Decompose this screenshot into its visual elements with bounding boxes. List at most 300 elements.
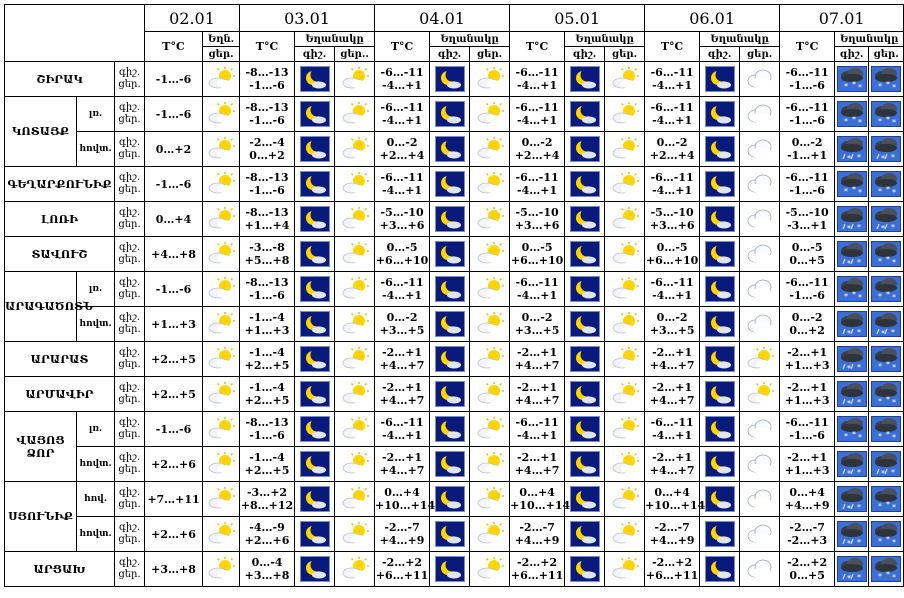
temperature-cell — [240, 202, 295, 237]
partly-sunny-icon — [340, 521, 370, 547]
moon-icon — [705, 451, 735, 477]
weather-cell — [470, 482, 510, 517]
temperature-value: 0…-2 — [791, 136, 823, 149]
temperature-value: 0…-5 — [791, 241, 823, 254]
day-header: ցեր. — [470, 47, 510, 62]
svg-text:*: * — [878, 117, 883, 126]
day-label: ցեր. — [118, 254, 141, 265]
weather-cell — [295, 167, 335, 202]
weather-header: Եղանակը — [295, 32, 375, 47]
temperature-value: +7…+11 — [147, 492, 200, 506]
temperature-cell — [645, 97, 700, 132]
weather-cell — [740, 377, 780, 412]
weather-cell — [335, 377, 375, 412]
svg-text:*: * — [891, 153, 896, 162]
weather-cell — [295, 237, 335, 272]
weather-cell — [470, 202, 510, 237]
temperature-value: -1…-6 — [789, 289, 825, 302]
temperature-value: -6…-11 — [515, 101, 559, 114]
moon-icon — [435, 66, 465, 92]
weather-cell — [565, 412, 605, 447]
temperature-value: +1…+3 — [244, 324, 290, 337]
partly-sunny-icon — [610, 486, 640, 512]
sub-region: հովտ. — [77, 132, 115, 167]
temperature-value: +3…+6 — [379, 219, 425, 232]
svg-text:*: * — [891, 328, 896, 337]
sub-region: հովտ. — [77, 447, 115, 482]
temperature-cell — [780, 167, 835, 202]
weather-cell — [335, 62, 375, 97]
weather-cell — [430, 202, 470, 237]
time-of-day — [115, 272, 145, 307]
temperature-value: 0…+2 — [789, 324, 825, 337]
temperature-value: -4…+1 — [517, 184, 558, 197]
temperature-value: -4…+1 — [382, 184, 423, 197]
day-label: ցեր. — [118, 114, 141, 125]
weather-cell — [335, 412, 375, 447]
partly-sunny-icon — [206, 241, 236, 267]
date-header: 02.01 — [145, 5, 240, 32]
time-of-day — [115, 447, 145, 482]
svg-text:*: * — [892, 258, 897, 267]
weather-cell — [700, 272, 740, 307]
moon-icon — [300, 416, 330, 442]
temperature-value: +2…+5 — [244, 394, 290, 407]
time-of-day — [115, 62, 145, 97]
temperature-value: +10…+14 — [510, 499, 571, 512]
temperature-value: -2…+3 — [787, 534, 828, 547]
partly-sunny-icon — [206, 416, 236, 442]
weather-cell — [430, 517, 470, 552]
temperature-value: -1…-4 — [249, 311, 285, 324]
weather-cell — [835, 482, 869, 517]
moon-icon — [300, 521, 330, 547]
weather-cell — [295, 132, 335, 167]
partly-sunny-icon — [206, 556, 236, 582]
temperature-value: 0…+5 — [789, 254, 825, 267]
day-header: ցեր. — [605, 47, 645, 62]
night-label: գիշ. — [118, 382, 141, 393]
temperature-value: +1…+3 — [151, 317, 196, 331]
partly-sunny-icon — [340, 346, 370, 372]
temperature-cell — [375, 202, 430, 237]
partly-sunny-icon — [475, 136, 505, 162]
svg-text:*: * — [857, 188, 862, 197]
partly-sunny-icon — [475, 101, 505, 127]
temperature-cell — [510, 167, 565, 202]
moon-icon — [705, 66, 735, 92]
temperature-value: -4…+1 — [382, 114, 423, 127]
temperature-value: -4…+1 — [517, 79, 558, 92]
temperature-value: +4…+9 — [514, 534, 560, 547]
svg-text:*: * — [851, 115, 856, 124]
partly-sunny-icon — [475, 451, 505, 477]
svg-text:*: * — [886, 80, 891, 89]
moon-icon — [300, 206, 330, 232]
temperature-value: -4…+1 — [652, 79, 693, 92]
weather-cell — [565, 307, 605, 342]
region-name: ԱՐԱԳԱԾՈՏՆ — [5, 272, 77, 342]
svg-text:*: * — [851, 80, 856, 89]
weather-cell — [740, 167, 780, 202]
weather-cell — [700, 412, 740, 447]
temperature-value: -1…-6 — [789, 429, 825, 442]
snow-cloud-icon — [837, 276, 867, 302]
temperature-value: +4…+7 — [514, 464, 560, 477]
temperature-value: -5…-10 — [380, 206, 424, 219]
temperature-cell — [375, 447, 430, 482]
temperature-cell — [510, 412, 565, 447]
moon-icon — [705, 171, 735, 197]
partly-sunny-icon — [206, 66, 236, 92]
temperature-value: +10…+14 — [645, 499, 706, 512]
weather-cell — [700, 202, 740, 237]
temperature-cell — [145, 272, 203, 307]
temperature-value: -1…-6 — [155, 422, 192, 436]
weather-cell — [835, 377, 869, 412]
weather-cell — [430, 377, 470, 412]
region-name: ԳԵՂԱՐՔՈՒՆԻՔ — [5, 167, 115, 202]
temperature-value: -1…-4 — [249, 381, 285, 394]
temperature-value: -1…-6 — [155, 177, 192, 191]
svg-text:*: * — [856, 363, 861, 372]
sub-region: լռ. — [77, 272, 115, 307]
temperature-value: +4…+7 — [649, 359, 695, 372]
date-header: 05.01 — [510, 5, 645, 32]
day-header: ցեր. — [869, 47, 904, 62]
temperature-value: -2…-4 — [249, 136, 285, 149]
table-row — [5, 132, 904, 167]
temperature-value: -6…-11 — [650, 276, 694, 289]
temperature-cell — [510, 482, 571, 517]
weather-cell — [700, 62, 740, 97]
moon-icon — [300, 136, 330, 162]
temperature-value: -2…+1 — [382, 346, 423, 359]
temperature-value: -1…-6 — [249, 114, 285, 127]
moon-icon — [570, 241, 600, 267]
weather-cell — [295, 97, 335, 132]
svg-text:*: * — [892, 503, 897, 512]
temperature-value: -6…-11 — [785, 416, 829, 429]
snow-cloud-icon — [837, 171, 867, 197]
weather-cell — [335, 342, 375, 377]
rain-snow-cloud-icon — [837, 381, 867, 407]
rain-snow-cloud-icon — [871, 206, 901, 232]
weather-cell — [565, 237, 605, 272]
temp-header: T°C — [645, 32, 700, 62]
snow-cloud-icon — [871, 556, 901, 582]
temperature-cell — [645, 307, 700, 342]
weather-cell — [335, 517, 375, 552]
table-row — [5, 307, 904, 342]
weather-cell — [565, 62, 605, 97]
temperature-cell — [645, 202, 700, 237]
weather-cell — [430, 272, 470, 307]
moon-icon — [435, 381, 465, 407]
night-label: գիշ. — [118, 522, 141, 533]
night-label: գիշ. — [118, 172, 141, 183]
weather-cell — [869, 552, 904, 587]
weather-cell — [700, 482, 740, 517]
weather-cell — [700, 517, 740, 552]
corner-cell — [5, 5, 145, 62]
partly-sunny-icon — [745, 346, 775, 372]
temperature-value: +10…+14 — [375, 499, 436, 512]
moon-icon — [300, 556, 330, 582]
svg-text:*: * — [857, 293, 862, 302]
temperature-cell — [510, 377, 565, 412]
moon-icon — [570, 556, 600, 582]
snow-cloud-icon — [837, 416, 867, 442]
weather-cell — [835, 307, 869, 342]
moon-icon — [570, 171, 600, 197]
weather-cell — [470, 272, 510, 307]
rain-snow-cloud-icon — [837, 206, 867, 232]
temperature-value: 0…+5 — [789, 569, 825, 582]
temperature-cell — [780, 202, 835, 237]
temperature-value: -1…-6 — [789, 114, 825, 127]
weather-cell — [470, 342, 510, 377]
night-label: գիշ. — [118, 452, 141, 463]
svg-text:*: * — [846, 154, 851, 163]
temperature-value: +2…+6 — [244, 534, 290, 547]
svg-text:*: * — [886, 115, 891, 124]
temperature-value: -8…-13 — [245, 206, 289, 219]
weather-cell — [605, 97, 645, 132]
temperature-value: -4…+1 — [517, 289, 558, 302]
temperature-value: -2…+1 — [787, 346, 828, 359]
temperature-value: 0…+4 — [519, 486, 555, 499]
weather-cell — [740, 132, 780, 167]
temperature-cell — [240, 377, 295, 412]
weather-cell — [335, 447, 375, 482]
table-row — [5, 272, 904, 307]
temperature-value: -4…+1 — [652, 429, 693, 442]
weather-cell — [295, 272, 335, 307]
temperature-value: +3…+6 — [514, 219, 560, 232]
moon-icon — [705, 521, 735, 547]
temp-header: T°C — [145, 32, 203, 62]
temperature-value: 0…-2 — [386, 311, 418, 324]
weather-header: Եղն. — [203, 32, 240, 47]
svg-text:*: * — [856, 398, 861, 407]
temperature-value: -2…+2 — [787, 556, 828, 569]
table-row — [5, 342, 904, 377]
temperature-value: -1…+1 — [787, 149, 828, 162]
partly-sunny-icon — [610, 556, 640, 582]
temperature-value: 0…-2 — [386, 136, 418, 149]
rain-snow-cloud-icon — [837, 346, 867, 372]
svg-text:*: * — [846, 539, 851, 548]
cloud-icon — [745, 556, 775, 582]
day-label: ցեր. — [118, 149, 141, 160]
temperature-value: +2…+6 — [151, 527, 196, 541]
temperature-cell — [645, 517, 700, 552]
temperature-value: +6…+11 — [510, 569, 564, 582]
temperature-value: +6…+11 — [375, 569, 429, 582]
svg-text:*: * — [856, 503, 861, 512]
temperature-value: 0…-2 — [521, 311, 553, 324]
weather-cell — [430, 167, 470, 202]
temperature-cell — [375, 307, 430, 342]
weather-cell — [565, 447, 605, 482]
temperature-value: +4…+7 — [379, 359, 425, 372]
svg-text:*: * — [846, 329, 851, 338]
weather-cell — [335, 202, 375, 237]
temperature-value: 0…-5 — [386, 241, 418, 254]
temperature-value: +6…+10 — [375, 254, 429, 267]
moon-icon — [570, 381, 600, 407]
partly-sunny-icon — [610, 311, 640, 337]
temperature-value: -6…-11 — [380, 416, 424, 429]
temperature-cell — [145, 132, 203, 167]
snow-cloud-icon — [871, 521, 901, 547]
table-row — [5, 552, 904, 587]
weather-cell — [430, 412, 470, 447]
moon-icon — [435, 311, 465, 337]
weather-cell — [835, 62, 869, 97]
temperature-value: -6…-11 — [785, 276, 829, 289]
region-name: ԱՐԱՐԱՏ — [5, 342, 115, 377]
temperature-value: +4…+7 — [649, 394, 695, 407]
svg-text:*: * — [856, 468, 861, 477]
temperature-value: 0…+2 — [249, 149, 285, 162]
weather-cell — [295, 62, 335, 97]
temperature-value: -6…-11 — [515, 171, 559, 184]
svg-text:*: * — [878, 187, 883, 196]
temperature-value: +2…+4 — [514, 149, 560, 162]
night-label: գիշ. — [118, 242, 141, 253]
moon-icon — [705, 311, 735, 337]
temperature-value: 0…-2 — [656, 311, 688, 324]
temperature-cell — [375, 517, 430, 552]
rain-snow-cloud-icon — [837, 486, 867, 512]
temperature-cell — [510, 447, 565, 482]
temperature-value: +3…+8 — [151, 562, 196, 576]
weather-cell — [869, 167, 904, 202]
weather-cell — [835, 447, 869, 482]
temperature-value: -1…-6 — [789, 184, 825, 197]
sub-region: հով. — [77, 482, 115, 517]
weather-cell — [605, 517, 645, 552]
night-header: գիշ. — [835, 47, 869, 62]
region-name: ԱՐՑԱԽ — [5, 552, 115, 587]
svg-text:*: * — [881, 224, 886, 233]
snow-cloud-icon — [871, 416, 901, 442]
partly-sunny-icon — [610, 451, 640, 477]
weather-cell — [203, 237, 240, 272]
weather-cell — [605, 237, 645, 272]
weather-cell — [869, 272, 904, 307]
weather-cell — [835, 412, 869, 447]
weather-cell — [295, 202, 335, 237]
weather-cell — [605, 552, 645, 587]
partly-sunny-icon — [340, 241, 370, 267]
partly-sunny-icon — [610, 346, 640, 372]
cloud-icon — [745, 206, 775, 232]
temperature-value: -2…+1 — [787, 381, 828, 394]
rain-snow-cloud-icon — [871, 451, 901, 477]
region-name: ՇԻՐԱԿ — [5, 62, 115, 97]
temperature-cell — [145, 342, 203, 377]
weather-cell — [203, 412, 240, 447]
temperature-value: -2…-7 — [519, 521, 555, 534]
weather-cell — [700, 307, 740, 342]
weather-cell — [203, 517, 240, 552]
temperature-value: +3…+5 — [649, 324, 695, 337]
night-label: գիշ. — [118, 207, 141, 218]
temperature-value: +3…+5 — [514, 324, 560, 337]
snow-cloud-icon — [871, 346, 901, 372]
weather-cell — [430, 237, 470, 272]
night-header: գիշ. — [295, 47, 335, 62]
svg-text:*: * — [856, 223, 861, 232]
temperature-cell — [780, 342, 835, 377]
moon-icon — [570, 311, 600, 337]
temperature-value: +4…+7 — [649, 464, 695, 477]
temperature-cell — [240, 342, 295, 377]
temperature-value: -4…+1 — [652, 114, 693, 127]
moon-icon — [570, 276, 600, 302]
weather-cell — [430, 342, 470, 377]
weather-cell — [470, 62, 510, 97]
time-of-day — [115, 307, 145, 342]
svg-text:*: * — [891, 223, 896, 232]
temperature-cell — [145, 552, 203, 587]
moon-icon — [705, 241, 735, 267]
temperature-cell — [375, 412, 430, 447]
day-label: ցեր. — [118, 79, 141, 90]
svg-text:*: * — [886, 360, 891, 369]
temperature-value: 0…-2 — [656, 136, 688, 149]
weather-cell — [835, 272, 869, 307]
temperature-value: -1…-6 — [155, 72, 192, 86]
time-of-day — [115, 97, 145, 132]
night-label: գիշ. — [118, 277, 141, 288]
day-label: ցեր. — [118, 429, 141, 440]
temperature-value: -2…-7 — [384, 521, 420, 534]
partly-sunny-icon — [340, 381, 370, 407]
temperature-value: -5…-10 — [785, 206, 829, 219]
weather-cell — [869, 62, 904, 97]
temperature-value: -1…-6 — [249, 289, 285, 302]
night-header: գիշ. — [430, 47, 470, 62]
weather-cell — [740, 202, 780, 237]
temperature-value: 0…-2 — [791, 311, 823, 324]
sub-region: լռ. — [77, 97, 115, 132]
temperature-value: -4…+1 — [652, 184, 693, 197]
temperature-value: -2…-7 — [654, 521, 690, 534]
weather-cell — [700, 552, 740, 587]
temperature-cell — [780, 97, 835, 132]
temperature-value: -3…-8 — [249, 241, 285, 254]
night-label: գիշ. — [118, 487, 141, 498]
temperature-value: 0…+4 — [155, 212, 192, 226]
weather-cell — [470, 132, 510, 167]
temperature-cell — [240, 272, 295, 307]
cloud-icon — [745, 136, 775, 162]
partly-sunny-icon — [610, 381, 640, 407]
night-label: գիշ. — [118, 67, 141, 78]
snow-cloud-icon — [871, 171, 901, 197]
temperature-value: -2…+1 — [517, 346, 558, 359]
temperature-value: +3…+8 — [244, 569, 290, 582]
time-of-day — [115, 167, 145, 202]
weather-cell — [605, 272, 645, 307]
svg-text:*: * — [881, 329, 886, 338]
weather-cell — [335, 552, 375, 587]
partly-sunny-icon — [340, 101, 370, 127]
